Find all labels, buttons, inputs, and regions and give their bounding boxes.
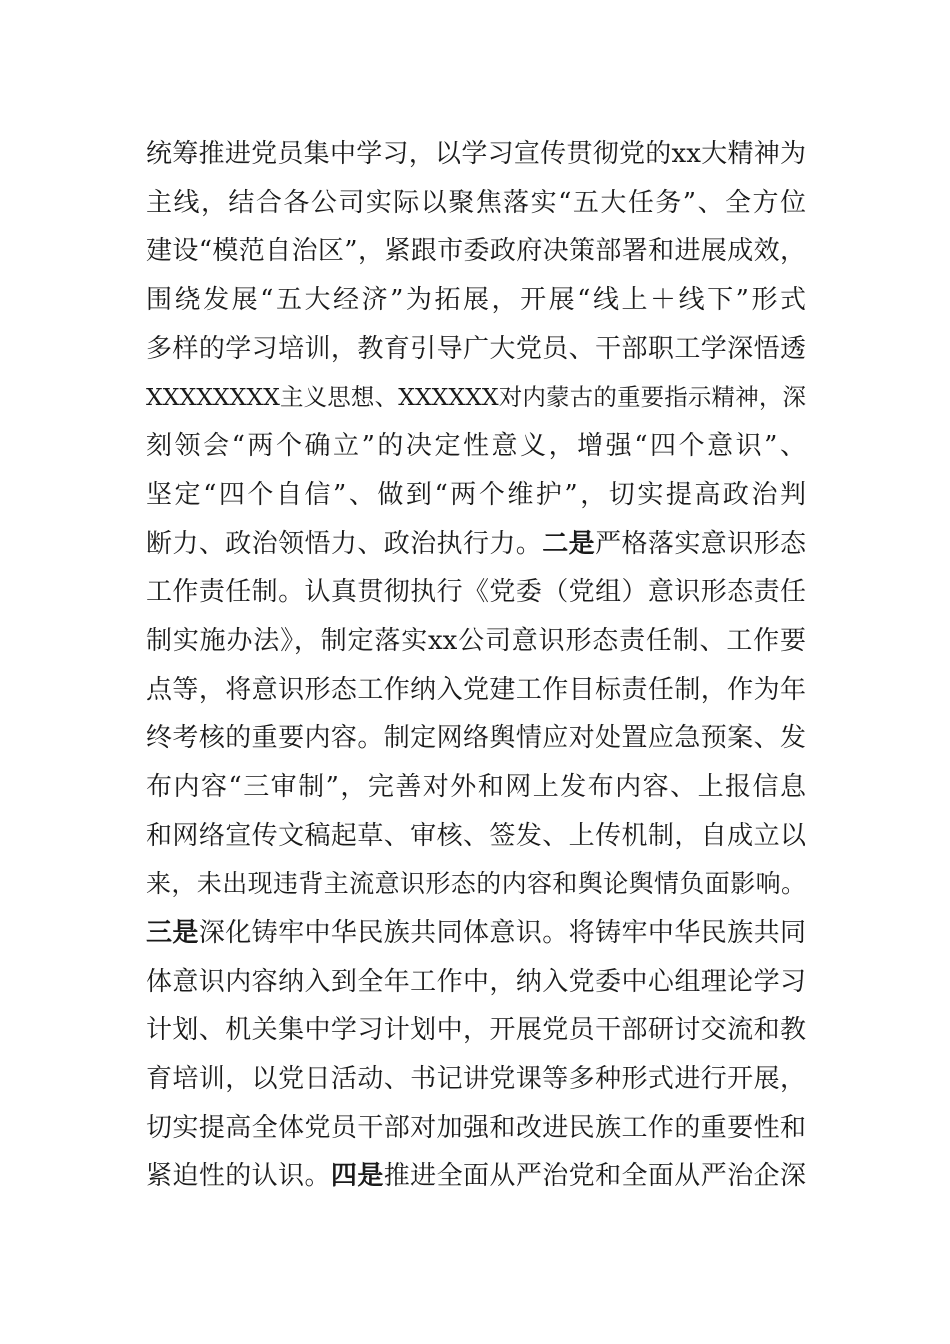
text-line (146, 958, 806, 1007)
line-text: 多样的学习培训，教育引导广大党员、干部职工学深悟透 (146, 333, 806, 364)
text-line (146, 763, 806, 812)
emphasis-text: 四是 (330, 1161, 384, 1192)
line-text: 围绕发展“五大经济”为拓展，开展“线上＋线下”形式 (146, 285, 806, 316)
line-text: 计划、机关集中学习计划中，开展党员干部研讨交流和教 (146, 1015, 806, 1046)
text-line (146, 812, 806, 861)
line-text: 切实提高全体党员干部对加强和改进民族工作的重要性和 (146, 1112, 806, 1143)
line-text: 和网络宣传文稿起草、审核、签发、上传机制，自成立以 (146, 820, 806, 851)
line-text: 断力、政治领悟力、政治执行力。 (146, 528, 543, 559)
text-line (146, 422, 806, 471)
text-line (146, 617, 806, 666)
line-text: 工作责任制。认真贯彻执行《党委（党组）意识形态责任 (146, 577, 806, 608)
line-text: 制实施办法》，制定落实xx公司意识形态责任制、工作要 (146, 625, 806, 656)
text-line (146, 373, 806, 422)
line-text: 紧迫性的认识。 (146, 1161, 331, 1192)
text-line (146, 276, 806, 325)
line-text: 刻领会“两个确立”的决定性意义，增强“四个意识”、 (146, 431, 806, 462)
text-line (146, 1104, 806, 1153)
text-line (146, 325, 806, 374)
line-text: 点等，将意识形态工作纳入党建工作目标责任制，作为年 (146, 674, 806, 705)
text-line (146, 130, 806, 179)
line-text: 终考核的重要内容。制定网络舆情应对处置应急预案、发 (146, 723, 806, 754)
text-line (146, 666, 806, 715)
line-text: 育培训，以党日活动、书记讲党课等多种形式进行开展， (146, 1064, 806, 1095)
text-line (146, 909, 806, 958)
text-line (146, 227, 806, 276)
line-text: 推进全面从严治党和全面从严治企深 (383, 1161, 806, 1192)
text-line (146, 179, 806, 228)
emphasis-text: 三是 (146, 918, 199, 948)
emphasis-text: 二是 (542, 528, 596, 559)
line-text: 体意识内容纳入到全年工作中，纳入党委中心组理论学习 (146, 966, 806, 997)
text-line (146, 1152, 806, 1201)
text-line (146, 520, 806, 569)
line-text: XXXXXXXX主义思想、XXXXXX对内蒙古的重要指示精神，深 (146, 383, 806, 412)
text-line (146, 1055, 806, 1104)
text-line (146, 714, 806, 763)
body-paragraph (146, 130, 806, 1201)
line-text: 建设“模范自治区”，紧跟市委政府决策部署和进展成效， (146, 236, 806, 267)
line-text: 坚定“四个自信”、做到“两个维护”，切实提高政治判 (146, 479, 806, 510)
text-line (146, 471, 806, 520)
text-line (146, 568, 806, 617)
line-text: 主线，结合各公司实际以聚焦落实“五大任务”、全方位 (146, 187, 806, 218)
line-text: 严格落实意识形态 (595, 528, 806, 559)
line-text: 深化铸牢中华民族共同体意识。将铸牢中华民族共同 (198, 918, 806, 948)
text-line (146, 860, 806, 909)
line-text: 统筹推进党员集中学习，以学习宣传贯彻党的xx大精神为 (146, 139, 806, 169)
text-line (146, 1006, 806, 1055)
line-text: 布内容“三审制”，完善对外和网上发布内容、上报信息 (146, 771, 806, 802)
line-text: 来，未出现违背主流意识形态的内容和舆论舆情负面影响。 (146, 869, 806, 899)
